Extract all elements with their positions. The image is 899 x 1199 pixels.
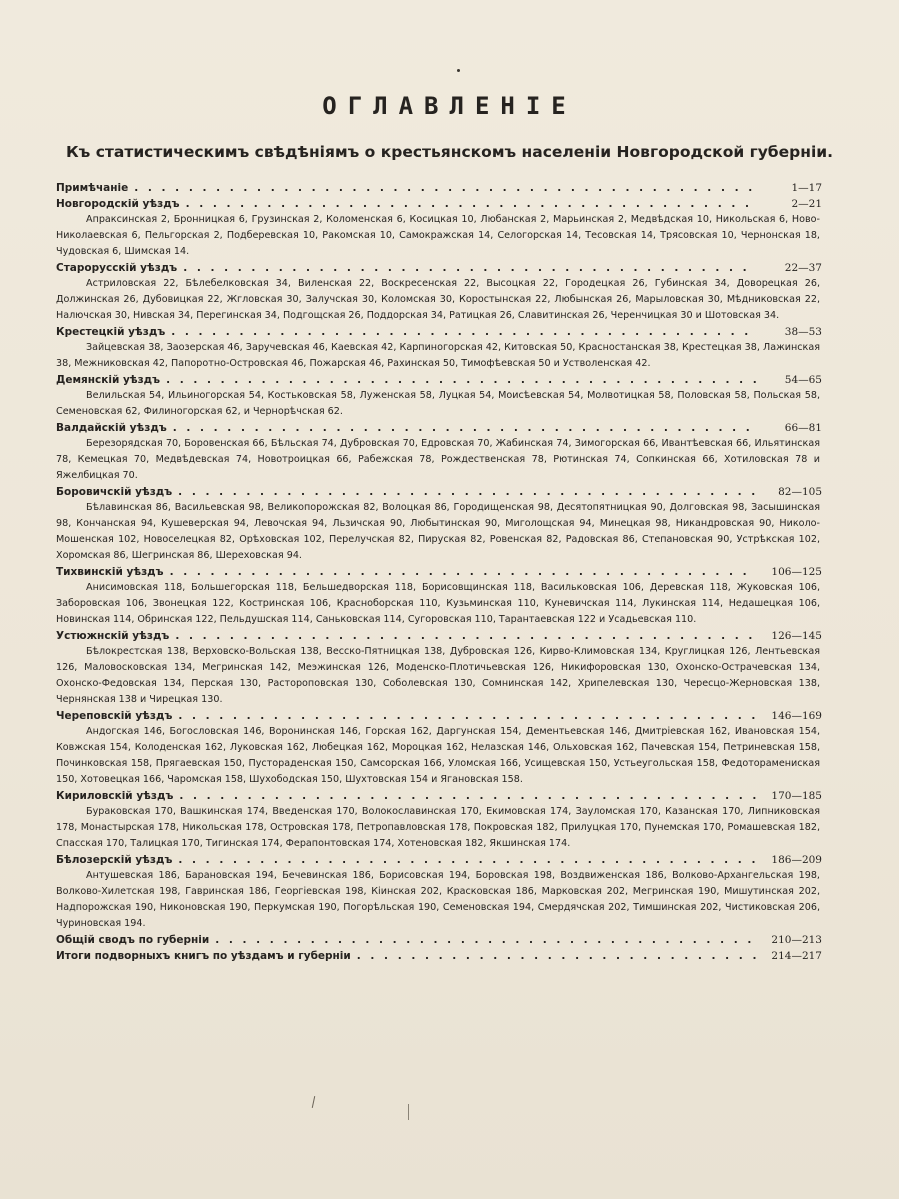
dot-leader bbox=[173, 420, 756, 436]
pencil-mark bbox=[312, 1096, 315, 1108]
toc-heading-row bbox=[56, 788, 822, 804]
page-title: ОГЛАВЛЕНІЕ bbox=[322, 92, 577, 120]
toc-volost-list: Антушевская 186, Барановская 194, Бечевинская 186, Борисовская 194, Боровская 198, Воздвиженская 186, Волково-Архангельская 198, Волково-Хилетская 198, Гавринская 186, Георгіевская 198, Кіинская 202, Красковская 186, Марковская 202, Мегринская 190, Мишутинская 202, Надпорожская 190, Никоновская 190, Перкумская 190, Погорѣльская 190, Семеновская 194, Смердячская 202, Тимшинская 202, Чистиковская 206, Чуриновская 194. bbox=[56, 870, 820, 929]
toc-entry bbox=[56, 852, 822, 932]
toc-page-range: 38—53 bbox=[784, 326, 822, 338]
toc-heading-row bbox=[56, 372, 822, 388]
pencil-mark bbox=[408, 1104, 409, 1120]
toc-page-range: 54—65 bbox=[784, 374, 822, 386]
toc-volost-list: Апраксинская 2, Бронницкая 6, Грузинская 2, Коломенская 6, Косицкая 10, Любанская 2, Марьинская 2, Медвѣдская 10, Никольская 6, Ново-Николаевская 6, Пельгорская 2, Подберевская 10, Ракомская 10, Самокражская 14, Селогорская 14, Тесовская 14, Трясовская 10, Чернонская 18, Чудовская 6, Шимская 14. bbox=[56, 214, 820, 257]
ink-dot bbox=[457, 69, 460, 72]
toc-entry bbox=[56, 324, 822, 372]
toc-heading: Крестецкій уѣздъ bbox=[56, 326, 166, 338]
toc-heading: Общій сводъ по губерніи bbox=[56, 934, 210, 946]
toc-volost-list: Анисимовская 118, Большегорская 118, Бельшедворская 118, Борисовщинская 118, Васильковская 106, Деревская 118, Жуковская 106, Заборовская 106, Звонецкая 122, Костринская 106, Красноборская 110, Кузьминская 110, Куневичская 114, Лукинская 114, Недашецкая 106, Новинская 114, Обринская 122, Пельдушская 114, Саньковская 114, Сугоровская 110, Тарантаевская 122 и Усадьевская 110. bbox=[56, 582, 820, 625]
toc-heading-row bbox=[56, 180, 822, 196]
toc-heading-row bbox=[56, 420, 822, 436]
toc-page-range: 186—209 bbox=[771, 854, 822, 866]
dot-leader bbox=[166, 372, 756, 388]
toc-heading: Бѣлозерскій уѣздъ bbox=[56, 854, 173, 866]
toc-entry bbox=[56, 708, 822, 788]
dot-leader bbox=[357, 948, 756, 964]
toc-heading: Демянскій уѣздъ bbox=[56, 374, 161, 386]
toc-heading-row bbox=[56, 708, 822, 724]
dot-leader bbox=[215, 932, 756, 948]
toc-heading-row bbox=[56, 484, 822, 500]
toc-volost-list: Бѣлокрестская 138, Верховско-Вольская 138, Весско-Пятницкая 138, Дубровская 126, Кирво-Климовская 134, Круглицкая 126, Лентьевская 126, Маловосковская 134, Мегринская 142, Меэжинская 126, Моденско-Плотичьевская 126, Никифоровская 130, Охонско-Остpачевская 134, Охонско-Федовская 134, Перская 130, Растороповская 130, Соболевская 130, Сомнинская 142, Хрипелевская 130, Чересцо-Жерновская 138, Чернянская 138 и Чирецкая 130. bbox=[56, 646, 820, 705]
toc-volost-list: Бѣлавинская 86, Васильевская 98, Великопорожская 82, Волоцкая 86, Городищенская 98, Десятопятницкая 90, Долговская 98, Засышинская 98, Кончанская 94, Кушеверская 94, Левочская 94, Льзичская 90, Любытинская 90, Миголощская 94, Минецкая 98, Никандровская 90, Николо-Мошенская 102, Новоселецкая 82, Орѣховская 102, Перелучская 82, Пируская 82, Ровенская 82, Радовская 86, Степановская 90, Устрѣкская 102, Хоромская 86, Шегринская 86, Шереховская 94. bbox=[56, 502, 820, 561]
toc-page-range: 22—37 bbox=[784, 262, 822, 274]
toc-entry bbox=[56, 196, 822, 260]
toc-page-range: 66—81 bbox=[784, 422, 822, 434]
toc-page-range: 214—217 bbox=[771, 950, 822, 962]
toc-heading-row bbox=[56, 628, 822, 644]
toc-heading-row bbox=[56, 852, 822, 868]
toc-page-range: 2—21 bbox=[791, 198, 822, 210]
toc-heading-row bbox=[56, 196, 822, 212]
dot-leader bbox=[186, 196, 756, 212]
toc-heading: Устюжнскій уѣздъ bbox=[56, 630, 170, 642]
toc-entry bbox=[56, 180, 822, 196]
toc-heading: Примѣчаніе bbox=[56, 182, 129, 194]
dot-leader bbox=[179, 788, 756, 804]
toc-heading-row bbox=[56, 564, 822, 580]
toc-heading: Старорусскій уѣздъ bbox=[56, 262, 178, 274]
toc-volost-list: Андогская 146, Богословская 146, Воронинская 146, Горская 162, Даргунская 154, Дементьевская 146, Дмитріевская 162, Ивановская 154, Ковжская 154, Колоденская 162, Луковская 162, Любецкая 162, Мороцкая 162, Нелазская 146, Ольховская 162, Пачевская 154, Петриневская 158, Починковская 158, Прягаевская 150, Пустораденская 150, Самсорская 166, Уломская 166, Усищевская 150, Устьеугольская 158, Федоторамениская 150, Хотовецкая 166, Чаромская 158, Шухободская 150, Шухтовская 154 и Ягановская 158. bbox=[56, 726, 820, 785]
toc-heading: Боровичскій уѣздъ bbox=[56, 486, 173, 498]
toc-entry bbox=[56, 484, 822, 564]
toc-page-range: 210—213 bbox=[771, 934, 822, 946]
toc-page-range: 170—185 bbox=[771, 790, 822, 802]
dot-leader bbox=[171, 324, 756, 340]
toc-page-range: 106—125 bbox=[771, 566, 822, 578]
toc-heading: Итоги подворныхъ книгъ по уѣздамъ и губерніи bbox=[56, 950, 351, 962]
toc-page-range: 146—169 bbox=[771, 710, 822, 722]
toc-page-range: 82—105 bbox=[778, 486, 822, 498]
dot-leader bbox=[183, 260, 756, 276]
toc-entry bbox=[56, 932, 822, 948]
toc-volost-list: Березорядская 70, Боровенская 66, Бѣльская 74, Дубровская 70, Едровская 70, Жабинская 74, Зимогорская 66, Ивантѣевская 66, Ильятинская 78, Кемецкая 70, Медвѣдевская 74, Новотроицкая 66, Рабежская 78, Рождественская 78, Рютинская 74, Сопкинская 66, Хотиловская 78 и Яжелбицкая 70. bbox=[56, 438, 820, 481]
toc-entry bbox=[56, 420, 822, 484]
toc-heading: Череповскій уѣздъ bbox=[56, 710, 173, 722]
dot-leader bbox=[178, 852, 756, 868]
toc-heading-row bbox=[56, 260, 822, 276]
dot-leader bbox=[178, 484, 756, 500]
toc-entry bbox=[56, 628, 822, 708]
toc-volost-list: Велильская 54, Ильиногорская 54, Костьковская 58, Луженская 58, Луцкая 54, Моисѣевская 54, Молвотицкая 58, Половская 58, Польская 58, Семеновская 62, Филиногорская 62, и Чернорѣчская 62. bbox=[56, 390, 820, 417]
table-of-contents bbox=[56, 180, 822, 964]
toc-heading-row bbox=[56, 932, 822, 948]
toc-entry bbox=[56, 788, 822, 852]
toc-heading-row bbox=[56, 948, 822, 964]
dot-leader bbox=[134, 180, 756, 196]
toc-heading-row bbox=[56, 324, 822, 340]
toc-volost-list: Зайцевская 38, Заозерская 46, Заручевская 46, Каевская 42, Карпиногорская 42, Китовская 50, Красностанская 38, Крестецкая 38, Лажинская 38, Межниковская 42, Папоротно-Островская 46, Пожарская 46, Рахинская 50, Тимофѣевская 50 и Устволенская 42. bbox=[56, 342, 820, 369]
dot-leader bbox=[178, 708, 756, 724]
toc-heading: Валдайскій уѣздъ bbox=[56, 422, 167, 434]
toc-entry bbox=[56, 260, 822, 324]
toc-heading: Тихвинскій уѣздъ bbox=[56, 566, 164, 578]
dot-leader bbox=[175, 628, 756, 644]
page-subtitle: Къ статистическимъ свѣдѣніямъ о крестьянскомъ населеніи Новгородской губерніи. bbox=[65, 143, 833, 161]
toc-page-range: 1—17 bbox=[791, 182, 822, 194]
toc-entry bbox=[56, 948, 822, 964]
toc-heading: Кириловскій уѣздъ bbox=[56, 790, 174, 802]
toc-entry bbox=[56, 564, 822, 628]
dot-leader bbox=[170, 564, 756, 580]
toc-volost-list: Бураковская 170, Вашкинская 174, Введенская 170, Волокославинская 170, Екимовская 174, Зауломская 170, Казанская 170, Липниковская 178, Монастырская 178, Никольская 178, Островская 178, Петропавловская 178, Покровская 182, Прилуцкая 170, Пунемская 170, Ромашевская 182, Спасская 170, Талицкая 170, Тигинская 174, Ферапонтовская 174, Хотеновская 182, Якшинская 174. bbox=[56, 806, 820, 849]
toc-volost-list: Астриловская 22, Бѣлебелковская 34, Виленская 22, Воскресенская 22, Высоцкая 22, Городецкая 26, Губинская 34, Доворецкая 26, Должинская 26, Дубовицкая 22, Жгловская 30, Залучская 30, Коломская 30, Коростынская 22, Любынская 26, Марыловская 30, Мѣдниковская 22, Налючская 30, Нивская 34, Перегинская 34, Подгощская 26, Поддорская 34, Ратицкая 26, Славитинская 26, Черенчицкая 30 и Шотовская 34. bbox=[56, 278, 820, 321]
toc-page-range: 126—145 bbox=[771, 630, 822, 642]
toc-heading: Новгородскій уѣздъ bbox=[56, 198, 180, 210]
toc-entry bbox=[56, 372, 822, 420]
